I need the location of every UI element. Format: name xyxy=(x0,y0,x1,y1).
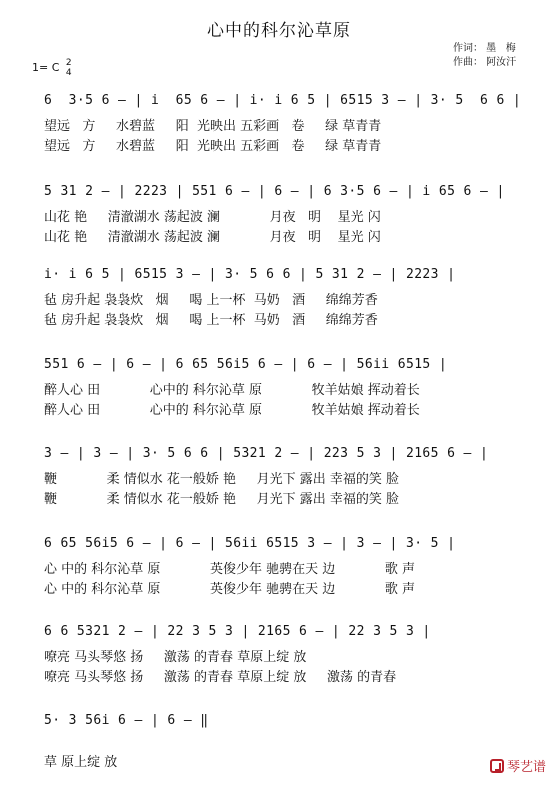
notation-line: 6 6 5321 2 – | 22 3 5 3 | 2165 6 – | 22 3 5 3 | xyxy=(44,624,431,639)
lyric-line: 醉人心 田 心中的 科尔沁草 原 牧羊姑娘 挥动着长 xyxy=(44,403,420,418)
notation-line: 5 31 2 – | 2223 | 551 6 – | 6 – | 6 3·5 6 – | i 65 6 – | xyxy=(44,184,505,199)
credits xyxy=(453,42,516,70)
lyric-line: 望远 方 水碧蓝 阳 光映出 五彩画 卷 绿 草青青 xyxy=(44,119,382,134)
time-signature xyxy=(66,58,72,78)
lyric-line: 山花 艳 清澈湖水 荡起波 澜 月夜 明 星光 闪 xyxy=(44,210,381,225)
lyric-line: 心 中的 科尔沁草 原 英俊少年 驰骋在天 边 歌 声 xyxy=(44,562,415,577)
time-signature-bottom: 4 xyxy=(65,68,72,78)
notation-line: 551 6 – | 6 – | 6 65 56i5 6 – | 6 – | 56ii 6515 | xyxy=(44,357,448,372)
brand-logo-icon xyxy=(490,759,504,773)
lyric-line: 毡 房升起 袅袅炊 烟 喝 上一杯 马奶 酒 绵绵芳香 xyxy=(44,313,378,328)
lyric-line: 鞭 柔 情似水 花一般娇 艳 月光下 露出 幸福的笑 脸 xyxy=(44,492,400,507)
key-label: 1= C xyxy=(32,61,60,74)
lyric-line: 毡 房升起 袅袅炊 烟 喝 上一杯 马奶 酒 绵绵芳香 xyxy=(44,293,378,308)
lyric-line: 山花 艳 清澈湖水 荡起波 澜 月夜 明 星光 闪 xyxy=(44,230,381,245)
notation-line: 6 3·5 6 – | i 65 6 – | i· i 6 5 | 6515 3 – | 3· 5 6 6 | xyxy=(44,93,522,108)
song-title: 心中的科尔沁草原 xyxy=(207,21,351,41)
notation-line: i· i 6 5 | 6515 3 – | 3· 5 6 6 | 5 31 2 – | 2223 | xyxy=(44,267,456,282)
notation-line: 6 65 56i5 6 – | 6 – | 56ii 6515 3 – | 3 – | 3· 5 | xyxy=(44,536,456,551)
lyric-line: 嘹亮 马头琴悠 扬 激荡 的青春 草原上绽 放 xyxy=(44,650,307,665)
notation-line: 5· 3 56i 6 – | 6 – ‖ xyxy=(44,713,209,728)
time-signature-top: 2 xyxy=(65,58,72,68)
lyric-line: 鞭 柔 情似水 花一般娇 艳 月光下 露出 幸福的笑 脸 xyxy=(44,472,400,487)
lyric-line: 嘹亮 马头琴悠 扬 激荡 的青春 草原上绽 放 激荡 的青春 xyxy=(44,670,397,685)
lyric-line: 望远 方 水碧蓝 阳 光映出 五彩画 卷 绿 草青青 xyxy=(44,139,382,154)
lyricist-credit: 作词： 墨 梅 xyxy=(453,43,516,54)
brand-name: 琴艺谱 xyxy=(506,760,546,775)
notation-line: 3 – | 3 – | 3· 5 6 6 | 5321 2 – | 223 5 3 | 2165 6 – | xyxy=(44,446,489,461)
site-watermark xyxy=(490,756,546,775)
composer-credit: 作曲： 阿汝汗 xyxy=(453,57,517,68)
lyric-line: 草 原上绽 放 xyxy=(44,755,118,770)
lyric-line: 醉人心 田 心中的 科尔沁草 原 牧羊姑娘 挥动着长 xyxy=(44,383,420,398)
lyric-line: 心 中的 科尔沁草 原 英俊少年 驰骋在天 边 歌 声 xyxy=(44,582,415,597)
key-signature xyxy=(32,58,72,78)
